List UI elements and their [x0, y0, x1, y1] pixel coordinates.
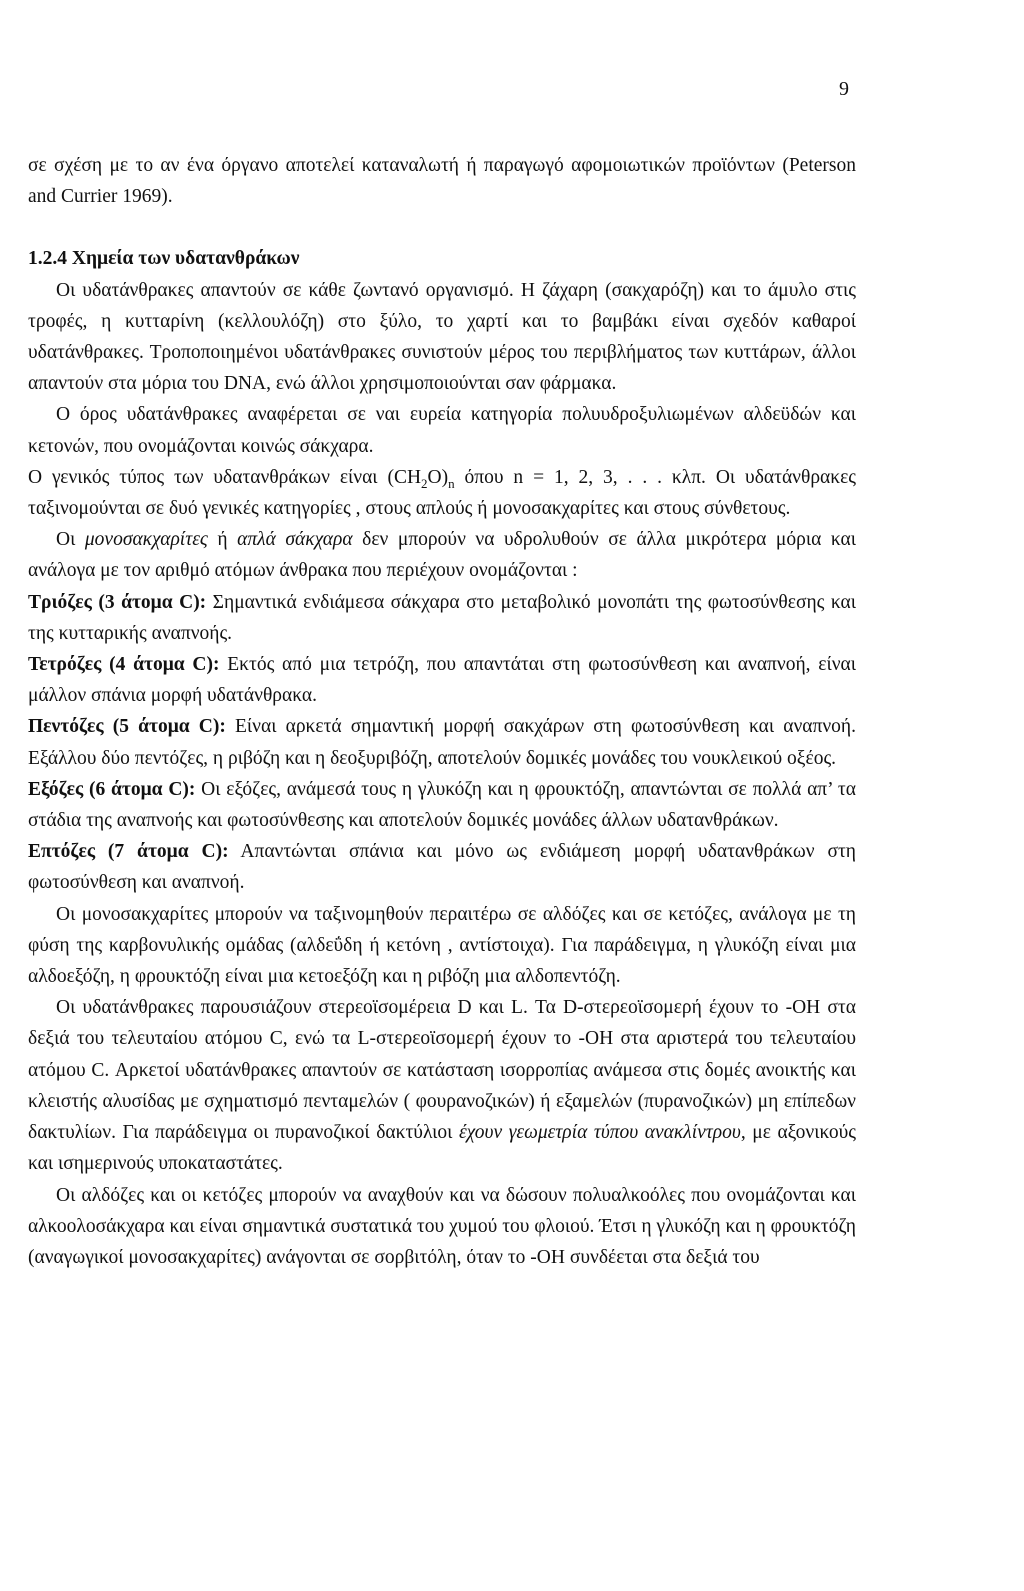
definition-term: Τριόζες (3 άτομα C):: [28, 591, 207, 613]
italic-phrase: έχουν γεωμετρία τύπου ανακλίντρου: [458, 1122, 741, 1144]
paragraph-stereoisomerism: [28, 992, 856, 1179]
paragraph-aldoses-ketoses: Οι μονοσακχαρίτες μπορούν να ταξινομηθούν περαιτέρω σε αλδόζες και σε κετόζες, ανάλογα με τη φύση της καρβονυλικής ομάδας (αλδεΰδη ή κετόνη , αντίστοιχα). Για παράδειγμα, η γλυκόζη είναι μια αλδοεξόζη, η φρουκτόζη είναι μια κετοεξόζη και η ριβόζη μια αλδοπεντόζη.: [28, 903, 856, 988]
definition-text: Σημαντικά ενδιάμεσα σάκχαρα στο μεταβολικό μονοπάτι της φωτοσύνθεσης και της κυτταρικής αναπνοής.: [28, 591, 856, 644]
formula-text-c: όπου n = 1, 2, 3, . . . κλπ. Οι υδατάνθρακες ταξινομούνται σε δυό γενικές κατηγορίες , στους απλούς ή μονοσακχαρίτες και στους σύνθετους.: [28, 466, 857, 520]
definition-term: Επτόζες (7 άτομα C):: [28, 841, 229, 863]
definition-text: Είναι αρκετά σημαντική μορφή σακχάρων στη φωτοσύνθεση και αναπνοή. Εξάλλου δύο πεντόζες, η ριβόζη και η δεοξυριβόζη, αποτελούν δομικές μονάδες του νουκλεικού οξέος.: [28, 716, 856, 769]
text: ή: [207, 529, 238, 551]
formula-subscript-2: 2: [421, 475, 428, 491]
paragraph-term-definition: Ο όρος υδατάνθρακες αναφέρεται σε ναι ευρεία κατηγορία πολυυδροξυλιωμένων αλδεϋδών και κετονών, που ονομάζονται κοινώς σάκχαρα.: [28, 404, 856, 457]
definition-text: Οι εξόζες, ανάμεσά τους η γλυκόζη και η φρουκτόζη, απαντώνται σε πολλά απ’ τα στάδια της αναπνοής και φωτοσύνθεσης και αποτελούν δομικές μονάδες άλλων υδατανθράκων.: [28, 778, 856, 832]
definition-heptoses: [28, 836, 856, 898]
formula-text-a: Ο γενικός τύπος των υδατανθράκων είναι (CH: [28, 466, 422, 488]
text: , με αξονικούς και ισημερινούς υποκαταστάτες.: [28, 1122, 856, 1175]
definition-trioses: [28, 587, 856, 649]
paragraph-sugar-alcohols: Οι αλδόζες και οι κετόζες μπορούν να αναχθούν και να δώσουν πολυαλκοόλες που ονομάζονται και αλκοολοσάκχαρα και είναι σημαντικά συστατικά του χυμού του φλοιού. Έτσι η γλυκόζη και η φρουκτόζη (αναγωγικοί μονοσακχαρίτες) ανάγονται σε σορβιτόλη, όταν το -OH συνδέεται στα δεξιά του: [28, 1184, 856, 1268]
text: Οι υδατάνθρακες παρουσιάζουν στερεοϊσομέρεια D και L. Τα D-στερεοϊσομερή έχουν το -OH στα δεξιά του τελευταίου ατόμου C, ενώ τα L-στερεοϊσομερή έχουν το -OH στα αριστερά του τελευταίου ατόμου C. Αρκετοί υδατάνθρακες απαντούν σε κατάσταση ισορροπίας ανάμεσα στις δομές ανοικτής και κλειστής αλυσίδας με σχηματισμό πενταμελών ( φουρανοζικών) ή εξαμελών (πυρανοζικών) μη επίπεδων δακτυλίων. Για παράδειγμα οι πυρανοζικοί δακτύλιοι: [28, 997, 856, 1144]
definition-term: Εξόζες (6 άτομα C):: [28, 778, 196, 800]
paragraph-intro: σε σχέση με το αν ένα όργανο αποτελεί καταναλωτή ή παραγωγό αφομοιωτικών προϊόντων (Peterson and Currier 1969).: [28, 155, 856, 208]
formula-text-b: O): [427, 466, 449, 488]
italic-term: απλά σάκχαρα: [237, 529, 353, 551]
paragraph-monosaccharides: [28, 524, 856, 586]
definition-hexoses: [28, 774, 856, 836]
definition-text: Εκτός από μια τετρόζη, που απαντάται στη φωτοσύνθεση και αναπνοή, είναι μάλλον σπάνια μορφή υδατάνθρακα.: [28, 654, 856, 707]
definition-tetroses: [28, 649, 856, 711]
section-heading: 1.2.4 Χημεία των υδατανθράκων: [28, 248, 300, 270]
definition-pentoses: [28, 711, 856, 773]
definition-term: Τετρόζες (4 άτομα C):: [28, 654, 220, 676]
paragraph-carbohydrates-occurrence: Οι υδατάνθρακες απαντούν σε κάθε ζωντανό οργανισμό. Η ζάχαρη (σακχαρόζη) και το άμυλο στις τροφές, η κυτταρίνη (κελλουλόζη) στο ξύλο, το χαρτί και το βαμβάκι είναι σχεδόν καθαροί υδατάνθρακες. Τροποποιημένοι υδατάνθρακες συνιστούν μέρος του περιβλήματος των κυττάρων, άλλοι απαντούν στα μόρια του DNA, ενώ άλλοι χρησιμοποιούνται σαν φάρμακα.: [28, 279, 856, 395]
formula-subscript-n: n: [448, 475, 455, 491]
text: Οι: [56, 529, 85, 551]
definition-term: Πεντόζες (5 άτομα C):: [28, 716, 226, 738]
text: δεν μπορούν να υδρολυθούν σε άλλα μικρότερα μόρια και ανάλογα με τον αριθμό ατόμων άνθρακα που περιέχουν ονομάζονται :: [28, 529, 856, 582]
paragraph-general-formula: [28, 462, 856, 524]
definition-text: Απαντώνται σπάνια και μόνο ως ενδιάμεση μορφή υδατανθράκων στη φωτοσύνθεση και αναπνοή.: [28, 841, 856, 894]
page-number: 9: [839, 78, 849, 100]
document-body: [28, 150, 856, 1273]
italic-term: μονοσακχαρίτες: [84, 529, 208, 551]
